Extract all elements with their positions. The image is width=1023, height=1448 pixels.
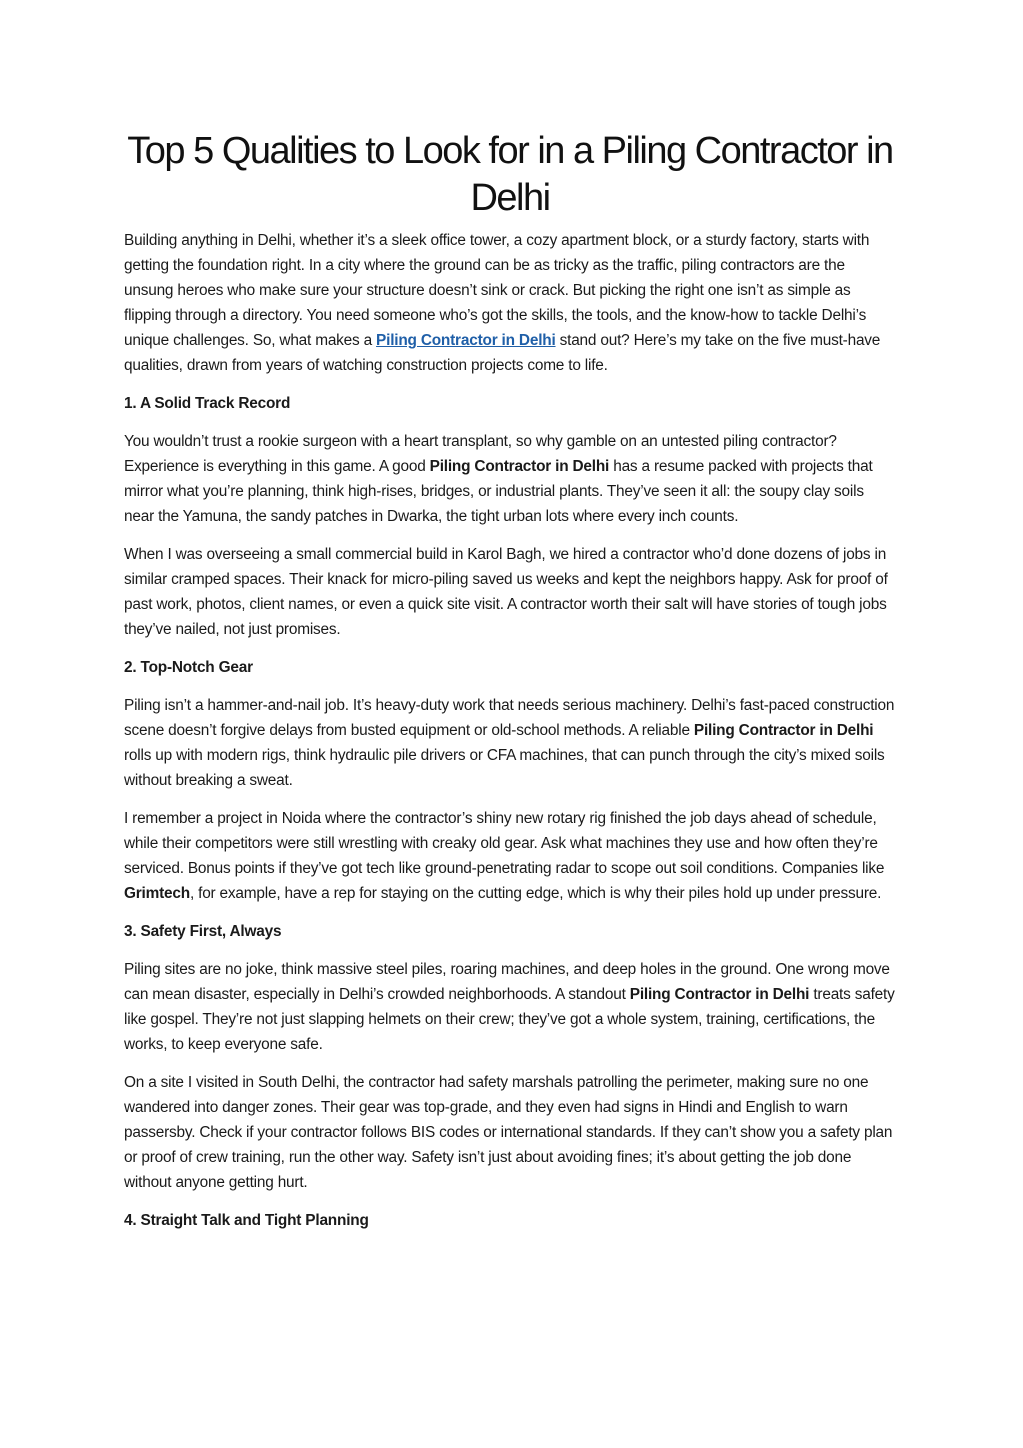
piling-contractor-link[interactable]: Piling Contractor in Delhi bbox=[376, 332, 556, 349]
text-run: , for example, have a rep for staying on the cutting edge, which is why their piles hold up under pressure. bbox=[189, 885, 882, 902]
intro-paragraph bbox=[124, 228, 896, 378]
section-3-paragraph-2: On a site I visited in South Delhi, the contractor had safety marshals patrolling the perimeter, making sure no one wandered into danger zones. Their gear was top-grade, and they even had signs in Hindi and English to warn passersby. Check if your contractor follows BIS codes or international standards. If they can’t show you a safety plan or proof of crew training, run the other way. Safety isn’t just about avoiding fines; it’s about getting the job done without anyone getting hurt. bbox=[124, 1074, 893, 1191]
section-2-paragraph-2 bbox=[124, 806, 896, 906]
text-run: Piling isn’t a hammer-and-nail job. It’s heavy-duty work that needs serious machinery. Delhi’s fast-paced construction scene doesn’t forgive delays from busted equipment or old-school methods. A reliable bbox=[124, 697, 895, 739]
bold-company-name: Grimtech bbox=[124, 885, 190, 902]
bold-keyword: Piling Contractor in Delhi bbox=[629, 986, 810, 1003]
bold-keyword: Piling Contractor in Delhi bbox=[429, 458, 610, 475]
document-body bbox=[124, 128, 896, 1246]
text-run: treats safety like gospel. They’re not just slapping helmets on their crew; they’ve got a whole system, training, certifications, the works, to keep everyone safe. bbox=[124, 986, 895, 1053]
text-run: I remember a project in Noida where the contractor’s shiny new rotary rig finished the job days ahead of schedule, while their competitors were still wrestling with creaky old gear. Ask what machines they use and how often they’re serviced. Bonus points if they’ve got tech like ground-penetrating radar to scope out soil conditions. Companies like bbox=[124, 810, 885, 877]
section-3-paragraph-1 bbox=[124, 957, 896, 1057]
text-run: rolls up with modern rigs, think hydraulic pile drivers or CFA machines, that can punch through the city’s mixed soils without breaking a sweat. bbox=[124, 747, 885, 789]
text-run: Piling sites are no joke, think massive steel piles, roaring machines, and deep holes in the ground. One wrong move can mean disaster, especially in Delhi’s crowded neighborhoods. A standout bbox=[124, 961, 890, 1003]
intro-text-after-link: stand out? Here’s my take on the five must-have qualities, drawn from years of watching construction projects come to life. bbox=[124, 332, 881, 374]
section-1-paragraph-1 bbox=[124, 429, 896, 529]
bold-keyword: Piling Contractor in Delhi bbox=[693, 722, 874, 739]
document-title: Top 5 Qualities to Look for in a Piling Contractor in Delhi bbox=[127, 130, 893, 219]
section-heading-3: 3. Safety First, Always bbox=[124, 923, 282, 940]
section-2-paragraph-1 bbox=[124, 693, 896, 793]
section-heading-1: 1. A Solid Track Record bbox=[124, 395, 291, 412]
section-heading-2: 2. Top-Notch Gear bbox=[124, 659, 253, 676]
text-run: You wouldn’t trust a rookie surgeon with a heart transplant, so why gamble on an untested piling contractor? Experience is everything in this game. A good bbox=[124, 433, 837, 475]
section-heading-4: 4. Straight Talk and Tight Planning bbox=[124, 1212, 369, 1229]
text-run: has a resume packed with projects that mirror what you’re planning, think high-rises, bridges, or industrial plants. They’ve seen it all: the soupy clay soils near the Yamuna, the sandy patches in Dwarka, the tight urban lots where every inch counts. bbox=[124, 458, 873, 525]
intro-text-before-link: Building anything in Delhi, whether it’s a sleek office tower, a cozy apartment block, or a sturdy factory, starts with getting the foundation right. In a city where the ground can be as tricky as the traffic, piling contractors are the unsung heroes who make sure your structure doesn’t sink or crack. But picking the right one isn’t as simple as flipping through a directory. You need someone who’s got the skills, the tools, and the know-how to tackle Delhi’s unique challenges. So, what makes a bbox=[124, 232, 870, 349]
section-1-paragraph-2: When I was overseeing a small commercial build in Karol Bagh, we hired a contractor who’d done dozens of jobs in similar cramped spaces. Their knack for micro-piling saved us weeks and kept the neighbors happy. Ask for proof of past work, photos, client names, or even a quick site visit. A contractor worth their salt will have stories of tough jobs they’ve nailed, not just promises. bbox=[124, 546, 888, 638]
